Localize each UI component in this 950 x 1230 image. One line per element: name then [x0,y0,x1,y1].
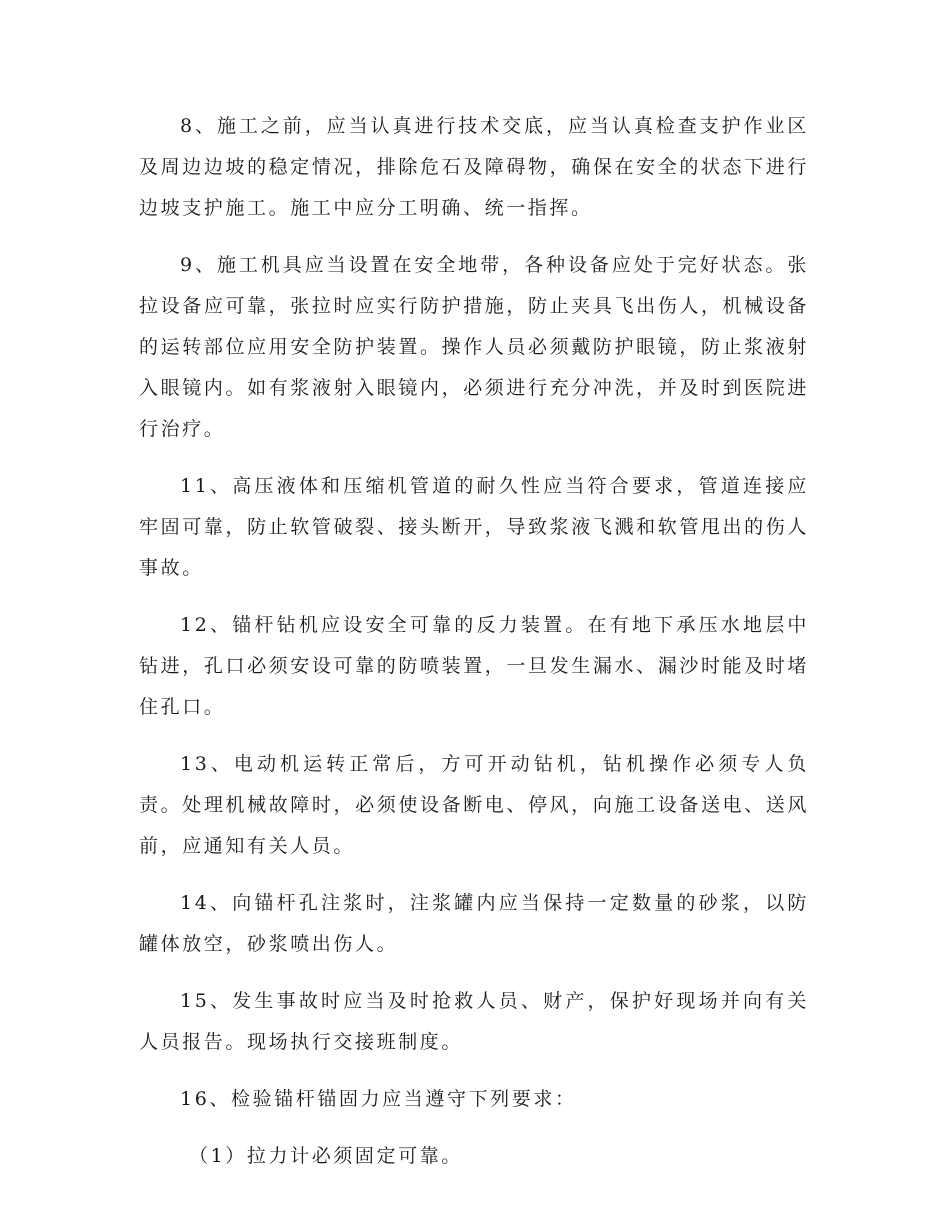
paragraph-item-12: 12、锚杆钻机应设安全可靠的反力装置。在有地下承压水地层中钻进，孔口必须安设可靠的防喷装置，一旦发生漏水、漏沙时能及时堵住孔口。 [139,614,809,718]
paragraph-item-15: 15、发生事故时应当及时抢救人员、财产，保护好现场并向有关人员报告。现场执行交接班制度。 [139,990,809,1053]
paragraph-item-16: 16、检验锚杆锚固力应当遵守下列要求： [180,1088,577,1110]
sub-item-1: （1）拉力计必须固定可靠。 [189,1145,463,1167]
paragraph-item-8: 8、施工之前，应当认真进行技术交底，应当认真检查支护作业区及周边边坡的稳定情况，排除危石及障碍物，确保在安全的状态下进行边坡支护施工。施工中应分工明确、统一指挥。 [139,115,809,219]
paragraph-item-11: 11、高压液体和压缩机管道的耐久性应当符合要求，管道连接应牢固可靠，防止软管破裂、接头断开，导致浆液飞溅和软管甩出的伤人事故。 [139,475,809,579]
paragraph-item-14: 14、向锚杆孔注浆时，注浆罐内应当保持一定数量的砂浆，以防罐体放空，砂浆喷出伤人。 [139,892,809,955]
paragraph-item-9: 9、施工机具应当设置在安全地带，各种设备应处于完好状态。张拉设备应可靠，张拉时应实行防护措施，防止夹具飞出伤人，机械设备的运转部位应用安全防护装置。操作人员必须戴防护眼镜，防止浆液射入眼镜内。如有浆液射入眼镜内，必须进行充分冲洗，并及时到医院进行治疗。 [139,254,809,440]
document-body [139,106,809,1193]
paragraph-item-13: 13、电动机运转正常后，方可开动钻机，钻机操作必须专人负责。处理机械故障时，必须使设备断电、停风，向施工设备送电、送风前，应通知有关人员。 [139,753,809,857]
